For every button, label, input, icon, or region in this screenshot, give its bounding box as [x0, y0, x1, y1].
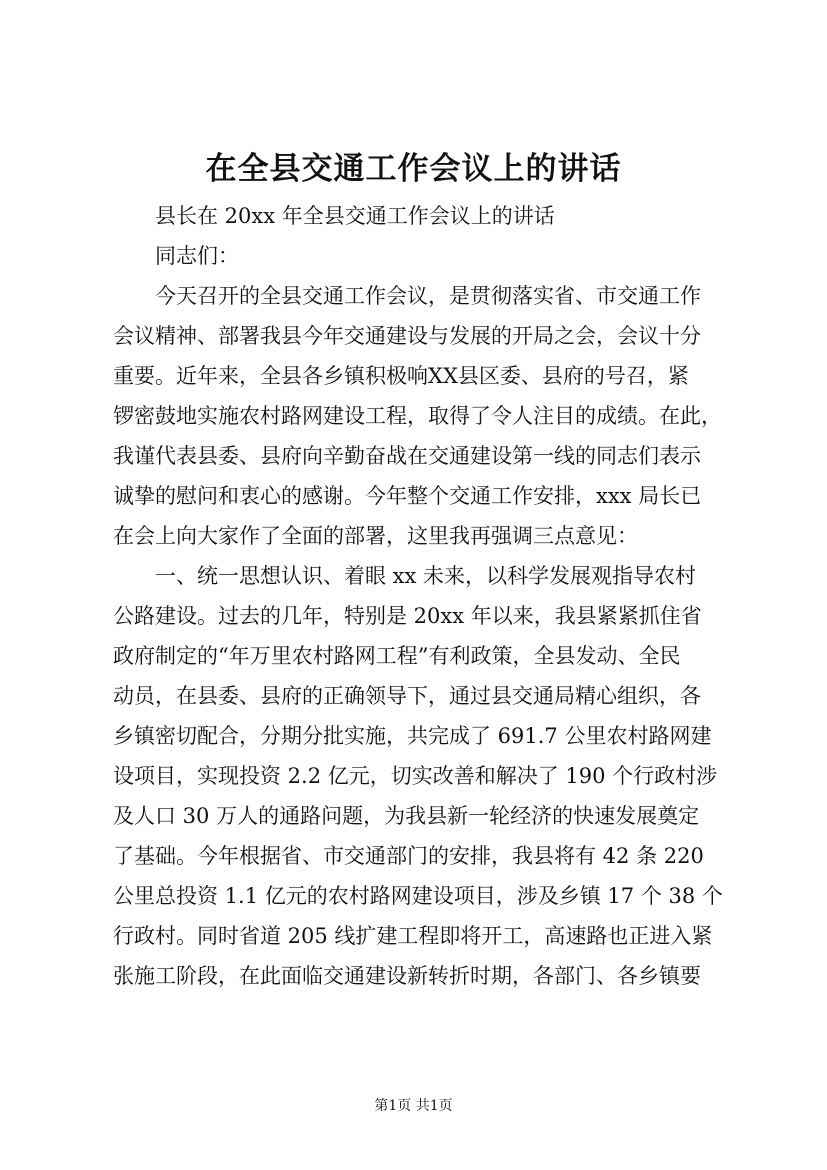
document-body	[113, 196, 721, 996]
paragraph-line: 一、统一思想认识、着眼 xx 未来，以科学发展观指导农村	[155, 564, 697, 588]
paragraph-line: 今天召开的全县交通工作会议，是贯彻落实省、市交通工作	[155, 284, 701, 308]
salutation-line: 同志们：	[155, 244, 239, 268]
subtitle-line: 县长在 20xx 年全县交通工作会议上的讲话	[155, 204, 555, 228]
paragraph-line: 了基础。今年根据省、市交通部门的安排，我县将有 42 条 220	[113, 844, 704, 868]
document-title: 在全县交通工作会议上的讲话	[205, 151, 622, 187]
paragraph-line: 张施工阶段，在此面临交通建设新转折时期，各部门、各乡镇要	[113, 964, 701, 988]
paragraph-line: 乡镇密切配合，分期分批实施，共完成了 691.7 公里农村路网建	[113, 724, 712, 748]
paragraph-line: 行政村。同时省道 205 线扩建工程即将开工，高速路也正进入紧	[113, 924, 713, 948]
paragraph-line: 重要。近年来，全县各乡镇积极响XX县区委、县府的号召，紧	[113, 364, 689, 388]
paragraph-line: 会议精神、部署我县今年交通建设与发展的开局之会，会议十分	[113, 324, 701, 348]
paragraph-line: 公路建设。过去的几年，特别是 20xx 年以来，我县紧紧抓住省	[113, 604, 702, 628]
paragraph-line: 在会上向大家作了全面的部署，这里我再强调三点意见：	[113, 524, 638, 548]
page-footer: 第1页 共1页	[374, 1098, 453, 1114]
paragraph-line: 公里总投资 1.1 亿元的农村路网建设项目，涉及乡镇 17 个 38 个	[113, 884, 723, 908]
paragraph-line: 诚挚的慰问和衷心的感谢。今年整个交通工作安排，xxx 局长已	[113, 484, 702, 508]
paragraph-line: 及人口 30 万人的通路问题，为我县新一轮经济的快速发展奠定	[113, 804, 700, 828]
paragraph-line: 设项目，实现投资 2.2 亿元，切实改善和解决了 190 个行政村涉	[113, 764, 718, 788]
paragraph-line: 动员，在县委、县府的正确领导下，通过县交通局精心组织，各	[113, 684, 701, 708]
paragraph-line: 锣密鼓地实施农村路网建设工程，取得了令人注目的成绩。在此，	[113, 404, 722, 428]
paragraph-line: 政府制定的“年万里农村路网工程”有利政策，全县发动、全民	[113, 644, 681, 668]
paragraph-line: 我谨代表县委、县府向辛勤奋战在交通建设第一线的同志们表示	[113, 444, 701, 468]
